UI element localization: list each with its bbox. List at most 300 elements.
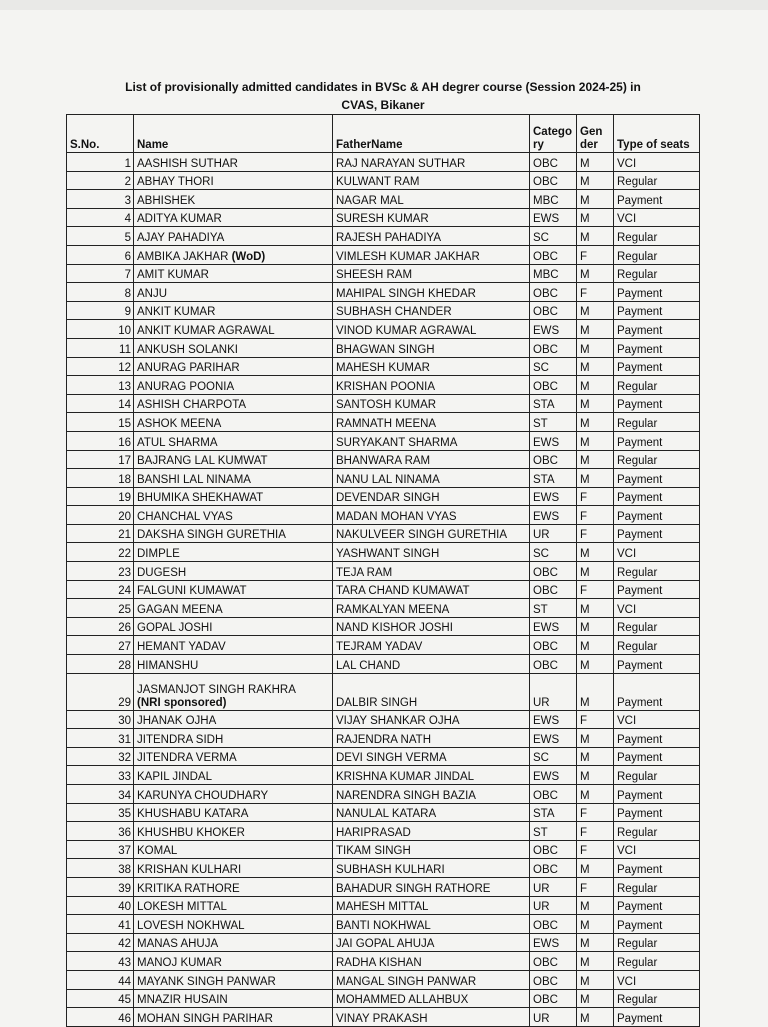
cell-father-name: KRISHNA KUMAR JINDAL [333,766,530,785]
cell-sno: 32 [67,747,134,766]
cell-seat-type: Regular [614,636,700,655]
cell-father-name: BAHADUR SINGH RATHORE [333,877,530,896]
cell-name [134,413,333,432]
cell-category: SC [530,747,577,766]
cell-name [134,896,333,915]
cell-father-name: NANULAL KATARA [333,803,530,822]
cell-seat-type: Payment [614,1008,700,1027]
cell-seat-type: Regular [614,952,700,971]
cell-father-name: TIKAM SINGH [333,840,530,859]
table-row [67,208,700,227]
table-row [67,896,700,915]
cell-category: UR [530,1008,577,1027]
cell-name [134,1008,333,1027]
cell-gender: M [577,952,614,971]
candidate-name: MANOJ KUMAR [137,956,222,969]
cell-father-name: NAND KISHOR JOSHI [333,617,530,636]
cell-sno: 35 [67,803,134,822]
cell-gender: M [577,933,614,952]
cell-father-name: MADAN MOHAN VYAS [333,506,530,525]
cell-father-name: KULWANT RAM [333,171,530,190]
cell-name [134,952,333,971]
candidates-table [66,114,700,1027]
cell-category: SC [530,543,577,562]
candidate-name-note: (WoD) [231,250,266,263]
cell-name [134,301,333,320]
cell-sno: 13 [67,376,134,395]
table-row [67,171,700,190]
cell-category: OBC [530,636,577,655]
cell-father-name: NAGAR MAL [333,190,530,209]
cell-category: OBC [530,989,577,1008]
cell-seat-type: Regular [614,413,700,432]
candidate-name: ANURAG PARIHAR [137,362,240,375]
cell-seat-type: Regular [614,822,700,841]
cell-seat-type: Payment [614,915,700,934]
table-row [67,487,700,506]
cell-gender: F [577,524,614,543]
cell-name [134,171,333,190]
cell-gender: M [577,264,614,283]
cell-sno: 31 [67,729,134,748]
cell-gender: F [577,245,614,264]
cell-sno: 22 [67,543,134,562]
candidate-name: AMBIKA JAKHAR [137,250,229,263]
table-row [67,190,700,209]
header-father-name: FatherName [333,115,530,153]
cell-sno: 18 [67,469,134,488]
cell-gender: M [577,785,614,804]
cell-name [134,785,333,804]
table-row [67,450,700,469]
table-row [67,376,700,395]
cell-gender: M [577,450,614,469]
cell-name [134,877,333,896]
cell-gender: M [577,970,614,989]
cell-sno: 26 [67,617,134,636]
cell-gender: M [577,617,614,636]
cell-father-name: RAMNATH MEENA [333,413,530,432]
candidate-name: CHANCHAL VYAS [137,510,233,523]
cell-seat-type: Regular [614,989,700,1008]
cell-gender: M [577,320,614,339]
candidate-name: KRITIKA RATHORE [137,882,240,895]
cell-sno: 11 [67,338,134,357]
candidate-name: DIMPLE [137,548,180,561]
cell-sno: 46 [67,1008,134,1027]
candidate-name: MNAZIR HUSAIN [137,994,228,1007]
cell-name [134,729,333,748]
cell-category: SC [530,227,577,246]
table-row [67,283,700,302]
cell-seat-type: VCI [614,710,700,729]
cell-father-name: MAHIPAL SINGH KHEDAR [333,283,530,302]
candidate-name: HEMANT YADAV [137,641,226,654]
cell-gender: F [577,822,614,841]
cell-sno: 36 [67,822,134,841]
candidate-name: KOMAL [137,845,178,858]
table-row [67,877,700,896]
cell-seat-type: Payment [614,524,700,543]
cell-sno: 25 [67,599,134,618]
table-row [67,636,700,655]
cell-father-name: NAKULVEER SINGH GURETHIA [333,524,530,543]
cell-father-name: DEVI SINGH VERMA [333,747,530,766]
cell-gender: F [577,840,614,859]
table-row [67,989,700,1008]
cell-sno: 12 [67,357,134,376]
cell-sno: 20 [67,506,134,525]
cell-sno: 38 [67,859,134,878]
cell-category: EWS [530,320,577,339]
cell-seat-type: Payment [614,655,700,674]
cell-name [134,803,333,822]
cell-category: OBC [530,245,577,264]
cell-category: OBC [530,562,577,581]
cell-father-name: YASHWANT SINGH [333,543,530,562]
table-row [67,785,700,804]
cell-father-name: SURESH KUMAR [333,208,530,227]
cell-sno: 27 [67,636,134,655]
cell-father-name: MANGAL SINGH PANWAR [333,970,530,989]
cell-father-name: SHEESH RAM [333,264,530,283]
table-row [67,599,700,618]
cell-category: OBC [530,840,577,859]
cell-category: UR [530,524,577,543]
header-gender-line-1: Gen [580,126,603,138]
cell-gender: M [577,859,614,878]
header-category-line-1: Catego [533,126,572,138]
cell-gender: F [577,877,614,896]
cell-category: OBC [530,970,577,989]
cell-name [134,636,333,655]
cell-name [134,506,333,525]
cell-category: OBC [530,785,577,804]
cell-name [134,320,333,339]
cell-seat-type: VCI [614,208,700,227]
table-row [67,153,700,172]
cell-sno: 16 [67,431,134,450]
cell-gender: M [577,636,614,655]
cell-category: OBC [530,915,577,934]
cell-category: EWS [530,710,577,729]
cell-sno: 3 [67,190,134,209]
cell-gender: M [577,562,614,581]
table-row [67,933,700,952]
candidate-name: GOPAL JOSHI [137,622,213,635]
candidate-name: JITENDRA SIDH [137,733,224,746]
header-category-line-2: ry [533,139,544,151]
cell-name [134,524,333,543]
cell-seat-type: VCI [614,599,700,618]
cell-sno: 40 [67,896,134,915]
candidate-name: MOHAN SINGH PARIHAR [137,1012,273,1025]
cell-gender: M [577,1008,614,1027]
candidate-name: ANURAG POONIA [137,380,235,393]
cell-category: OBC [530,450,577,469]
cell-category: EWS [530,487,577,506]
table-row [67,617,700,636]
table-body [67,153,700,1027]
cell-gender: M [577,989,614,1008]
cell-seat-type: Payment [614,190,700,209]
cell-gender: M [577,338,614,357]
table-row [67,357,700,376]
cell-gender: F [577,580,614,599]
cell-sno: 39 [67,877,134,896]
candidate-name: ABHAY THORI [137,176,214,189]
candidate-name-note: (NRI sponsored) [137,696,227,709]
cell-sno: 44 [67,970,134,989]
cell-father-name: BANTI NOKHWAL [333,915,530,934]
cell-gender: M [577,896,614,915]
candidate-name: ASHISH CHARPOTA [137,399,247,412]
cell-category: EWS [530,729,577,748]
cell-gender: M [577,227,614,246]
cell-gender: M [577,376,614,395]
cell-name [134,357,333,376]
scan-top-band [0,0,768,10]
cell-category: ST [530,599,577,618]
header-category [530,115,577,153]
candidate-name: JASMANJOT SINGH RAKHRA [137,683,296,696]
candidate-name: ABHISHEK [137,194,196,207]
cell-seat-type: Regular [614,933,700,952]
candidate-name: BAJRANG LAL KUMWAT [137,455,268,468]
cell-category: OBC [530,283,577,302]
header-gender-line-2: der [580,139,598,151]
table-row [67,970,700,989]
candidate-name: KHUSHABU KATARA [137,808,249,821]
cell-name [134,245,333,264]
cell-name [134,487,333,506]
cell-gender: M [577,301,614,320]
candidate-name: GAGAN MEENA [137,603,223,616]
cell-seat-type: VCI [614,543,700,562]
cell-category: OBC [530,952,577,971]
candidate-name: LOVESH NOKHWAL [137,919,245,932]
table-row [67,469,700,488]
cell-gender: M [577,729,614,748]
table-row [67,673,700,710]
cell-gender: M [577,171,614,190]
cell-category: EWS [530,617,577,636]
cell-name [134,394,333,413]
cell-category: MBC [530,264,577,283]
cell-father-name: RAMKALYAN MEENA [333,599,530,618]
table-row [67,245,700,264]
candidate-name: AASHISH SUTHAR [137,157,238,170]
cell-sno: 1 [67,153,134,172]
cell-gender: M [577,190,614,209]
table-row [67,431,700,450]
cell-sno: 24 [67,580,134,599]
table-row [67,747,700,766]
candidate-name: KAPIL JINDAL [137,771,212,783]
header-sno: S.No. [67,115,134,153]
candidate-name: AJAY PAHADIYA [137,231,225,244]
cell-category: OBC [530,376,577,395]
cell-seat-type: VCI [614,840,700,859]
cell-father-name: TEJA RAM [333,562,530,581]
cell-name [134,673,333,710]
cell-name [134,840,333,859]
table-row [67,413,700,432]
cell-seat-type: Payment [614,320,700,339]
table-row [67,580,700,599]
cell-name [134,338,333,357]
cell-category: EWS [530,431,577,450]
cell-name [134,915,333,934]
cell-seat-type: VCI [614,153,700,172]
candidate-name: BHUMIKA SHEKHAWAT [137,492,264,505]
cell-father-name: DALBIR SINGH [333,673,530,710]
cell-category: OBC [530,338,577,357]
cell-category: EWS [530,506,577,525]
table-row [67,301,700,320]
cell-father-name: MAHESH KUMAR [333,357,530,376]
cell-seat-type: Payment [614,896,700,915]
cell-father-name: RAJESH PAHADIYA [333,227,530,246]
cell-sno: 4 [67,208,134,227]
cell-name [134,580,333,599]
table-row [67,766,700,785]
cell-gender: M [577,413,614,432]
candidate-name: ANJU [137,287,168,300]
cell-name [134,431,333,450]
cell-category: UR [530,896,577,915]
cell-gender: F [577,710,614,729]
cell-gender: M [577,394,614,413]
cell-sno: 37 [67,840,134,859]
candidate-name: LOKESH MITTAL [137,901,227,914]
cell-seat-type: Regular [614,877,700,896]
cell-seat-type: Payment [614,338,700,357]
header-seat-type: Type of seats [614,115,700,153]
cell-category: EWS [530,766,577,785]
candidate-name: KARUNYA CHOUDHARY [137,789,269,802]
cell-seat-type: Payment [614,506,700,525]
table-row [67,729,700,748]
cell-gender: F [577,803,614,822]
cell-category: EWS [530,208,577,227]
cell-father-name: SANTOSH KUMAR [333,394,530,413]
table-row [67,840,700,859]
cell-sno: 15 [67,413,134,432]
cell-sno: 33 [67,766,134,785]
title-line-1: List of provisionally admitted candidates in BVSc & AH degrer course (Session 2024-25) in [125,80,641,94]
cell-seat-type: Regular [614,376,700,395]
cell-father-name: NANU LAL NINAMA [333,469,530,488]
cell-category: ST [530,413,577,432]
cell-father-name: VIMLESH KUMAR JAKHAR [333,245,530,264]
cell-name [134,710,333,729]
cell-father-name: SUBHASH KULHARI [333,859,530,878]
cell-father-name: DEVENDAR SINGH [333,487,530,506]
cell-father-name: MAHESH MITTAL [333,896,530,915]
candidate-name: ANKIT KUMAR AGRAWAL [137,324,275,337]
cell-category: OBC [530,580,577,599]
cell-gender: F [577,487,614,506]
cell-name [134,989,333,1008]
cell-category: OBC [530,153,577,172]
cell-seat-type: Payment [614,357,700,376]
table-header-row [67,115,700,153]
cell-father-name: LAL CHAND [333,655,530,674]
cell-sno: 6 [67,245,134,264]
cell-sno: 34 [67,785,134,804]
cell-category: SC [530,357,577,376]
cell-category: UR [530,877,577,896]
cell-seat-type: Regular [614,264,700,283]
cell-name [134,599,333,618]
cell-seat-type: Payment [614,747,700,766]
cell-name [134,655,333,674]
cell-name [134,766,333,785]
cell-gender: M [577,655,614,674]
table-row [67,915,700,934]
table-row [67,859,700,878]
cell-sno: 29 [67,673,134,710]
candidate-name: KRISHAN KULHARI [137,863,242,876]
cell-sno: 17 [67,450,134,469]
table-row [67,655,700,674]
cell-sno: 7 [67,264,134,283]
candidate-name: ANKUSH SOLANKI [137,343,238,356]
cell-father-name: VIJAY SHANKAR OJHA [333,710,530,729]
cell-category: OBC [530,171,577,190]
cell-gender: M [577,599,614,618]
document-title [66,78,700,114]
table-row [67,338,700,357]
cell-sno: 21 [67,524,134,543]
table-row [67,562,700,581]
cell-father-name: BHAGWAN SINGH [333,338,530,357]
cell-name [134,617,333,636]
candidate-name: BANSHI LAL NINAMA [137,473,251,486]
cell-name [134,376,333,395]
candidate-name: MANAS AHUJA [137,938,219,951]
cell-gender: M [577,153,614,172]
cell-father-name: RAJ NARAYAN SUTHAR [333,153,530,172]
cell-sno: 41 [67,915,134,934]
header-name: Name [134,115,333,153]
cell-father-name: JAI GOPAL AHUJA [333,933,530,952]
cell-father-name: KRISHAN POONIA [333,376,530,395]
cell-name [134,543,333,562]
cell-name [134,469,333,488]
cell-father-name: RAJENDRA NATH [333,729,530,748]
candidate-name: JITENDRA VERMA [137,752,237,765]
cell-sno: 8 [67,283,134,302]
candidate-name: DUGESH [137,566,187,579]
cell-sno: 45 [67,989,134,1008]
candidate-name: JHANAK OJHA [137,715,217,728]
candidate-name: ASHOK MEENA [137,417,222,430]
cell-sno: 10 [67,320,134,339]
cell-father-name: BHANWARA RAM [333,450,530,469]
cell-name [134,153,333,172]
cell-name [134,264,333,283]
cell-category: STA [530,394,577,413]
table-row [67,506,700,525]
cell-category: ST [530,822,577,841]
candidate-name: AMIT KUMAR [137,269,209,282]
candidate-name: KHUSHBU KHOKER [137,826,245,839]
cell-name [134,859,333,878]
cell-sno: 19 [67,487,134,506]
cell-seat-type: Payment [614,729,700,748]
